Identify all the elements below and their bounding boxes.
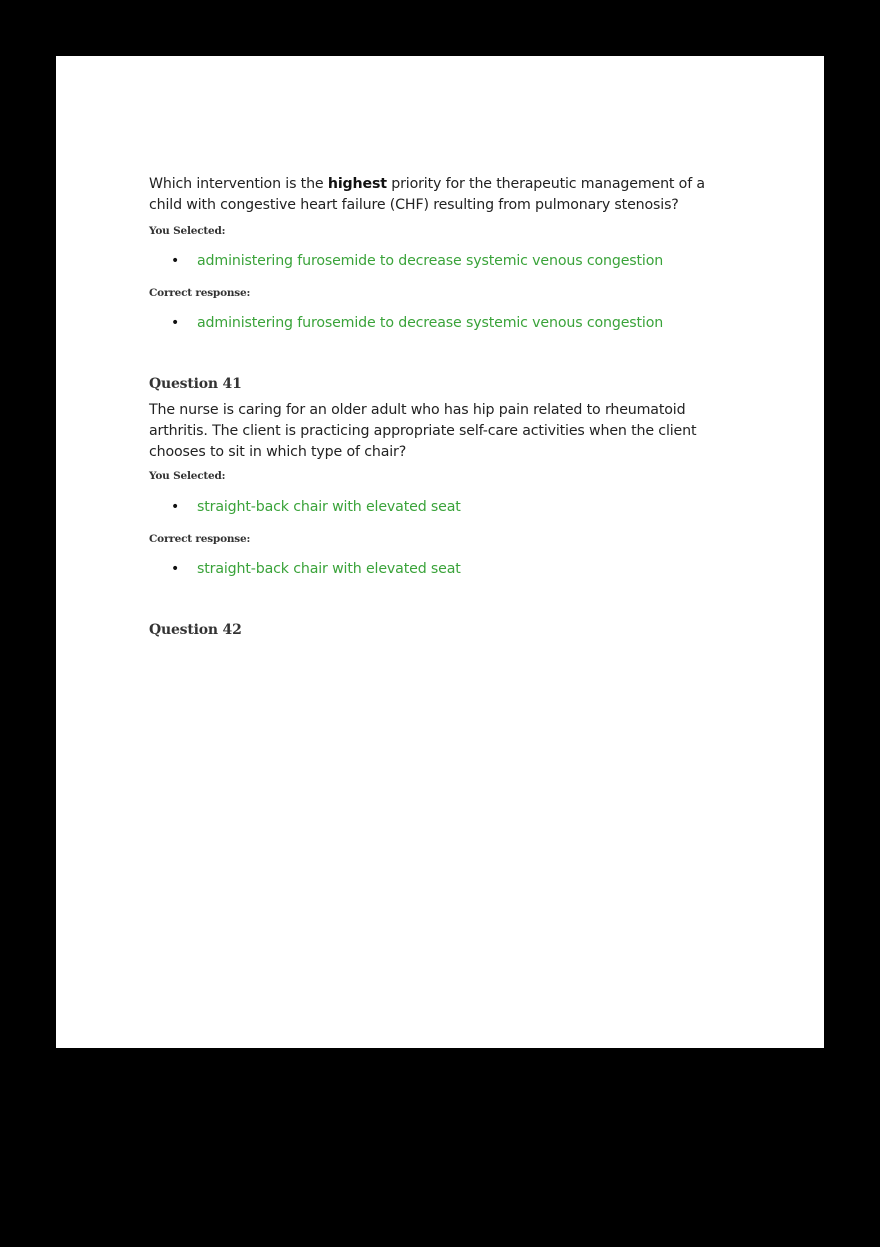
correct-response-list xyxy=(149,559,719,579)
document-page xyxy=(56,56,824,1048)
question-text-part: Which intervention is the xyxy=(149,176,328,192)
list-item xyxy=(149,497,719,517)
question-42-block xyxy=(149,622,719,638)
question-text: The nurse is caring for an older adult who has hip pain related to rheumatoid arthritis. The client is practicing appropriate self-care activities when the client chooses to sit in which type of chair? xyxy=(149,402,697,460)
correct-response-list xyxy=(149,313,719,333)
bullet-icon: • xyxy=(171,499,180,515)
bullet-icon: • xyxy=(171,253,180,269)
correct-answer: straight-back chair with elevated seat xyxy=(197,561,461,577)
you-selected-list xyxy=(149,497,719,517)
question-heading: Question 42 xyxy=(149,622,242,638)
question-40-block xyxy=(149,174,719,333)
question-text-part: priority for the therapeutic management of a child with congestive heart failure (CHF) resulting from pulmonary stenosis? xyxy=(149,176,705,213)
question-heading: Question 41 xyxy=(149,376,242,392)
correct-answer: administering furosemide to decrease systemic venous congestion xyxy=(197,315,664,331)
question-41-block xyxy=(149,376,719,579)
list-item xyxy=(149,251,719,271)
selected-answer: straight-back chair with elevated seat xyxy=(197,499,461,515)
correct-response-label: Correct response: xyxy=(149,287,251,299)
list-item xyxy=(149,559,719,579)
question-text xyxy=(149,174,719,216)
you-selected-list xyxy=(149,251,719,271)
page-content xyxy=(149,174,719,638)
you-selected-label: You Selected: xyxy=(149,225,226,237)
bullet-icon: • xyxy=(171,315,180,331)
list-item xyxy=(149,313,719,333)
bullet-icon: • xyxy=(171,561,180,577)
question-emphasis: highest xyxy=(327,176,387,192)
you-selected-label: You Selected: xyxy=(149,470,226,482)
selected-answer: administering furosemide to decrease systemic venous congestion xyxy=(197,253,664,269)
correct-response-label: Correct response: xyxy=(149,533,251,545)
